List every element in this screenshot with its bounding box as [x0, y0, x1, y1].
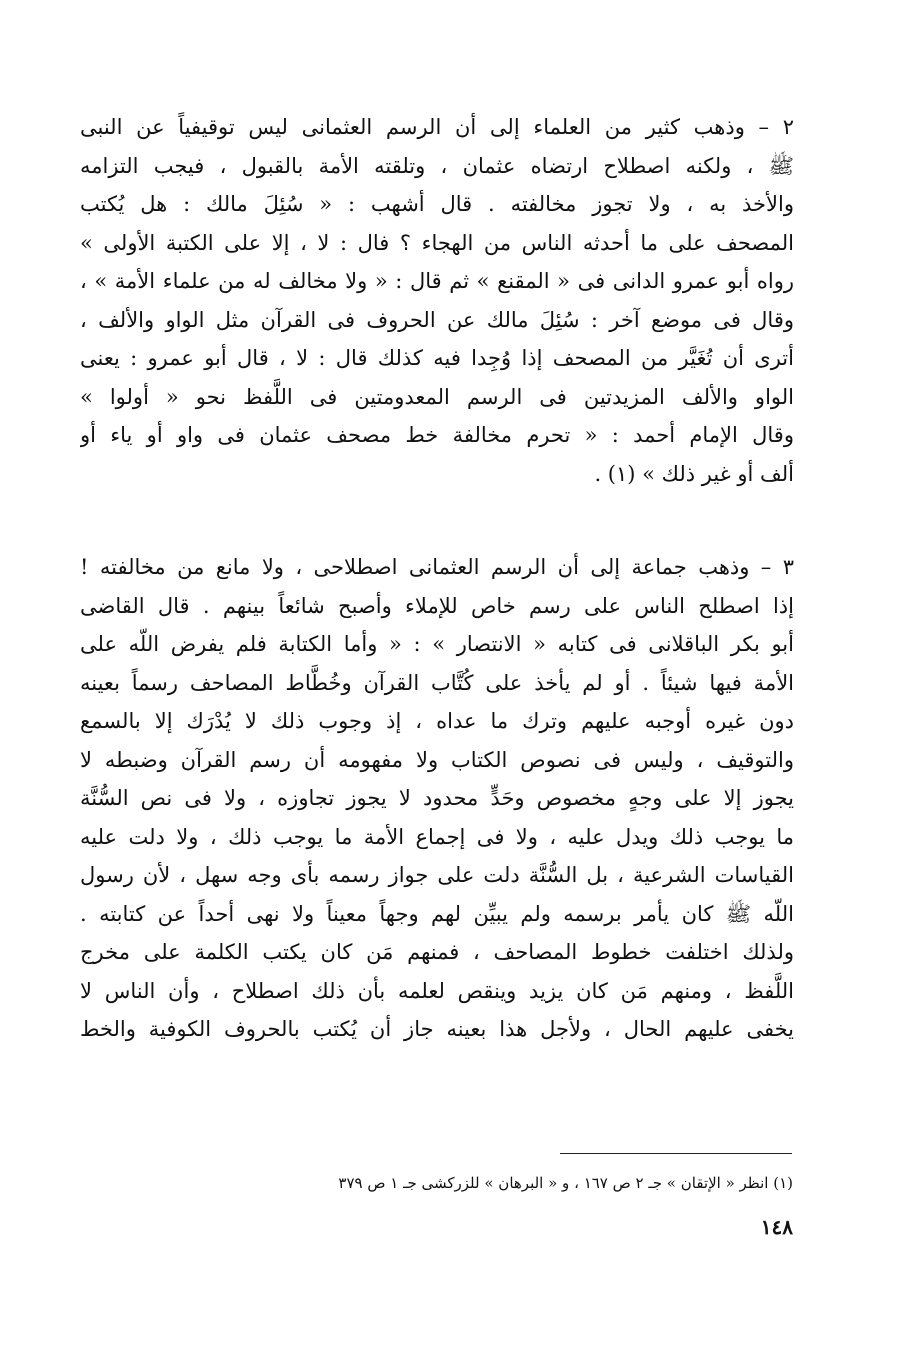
text-line: دون غيره أوجبه عليهم وترك ما عداه ، إذ وجوب ذلك لا يُدْرَك إلا بالسمع [80, 709, 794, 733]
paragraph-2 [80, 108, 794, 493]
text-line: ألف أو غير ذلك » (١) . [594, 461, 794, 486]
text-line: ما يوجب ذلك ويدل عليه ، ولا فى إجماع الأمة ما يوجب ذلك ، ولا دلت عليه [80, 824, 794, 849]
text-line: أبو بكر الباقلانى فى كتابه « الانتصار » : « وأما الكتابة فلم يفرض اللّه على [80, 632, 794, 656]
text-line: الواو والألف المزيدتين فى الرسم المعدومتين فى اللَّفظ نحو « أولوا » [80, 384, 794, 409]
paragraph-3 [80, 548, 794, 1049]
text-line: اللَّفظ ، ومنهم مَن كان يزيد وينقص لعلمه بأن ذلك اصطلاح ، وأن الناس لا [80, 978, 794, 1003]
text-line: اللّه ﷺ كان يأمر برسمه ولم يبيِّن لهم وجهاً معيناً ولا نهى أحداً عن كتابته . [80, 901, 794, 926]
footnote: (١) انظر « الإتقان » جـ ٢ ص ١٦٧ ، و « البرهان » للزركشى جـ ١ ص ٣٧٩ [338, 1174, 793, 1192]
text-line: وقال الإمام أحمد : « تحرم مخالفة خط مصحف عثمان فى واو أو ياء أو [80, 423, 794, 447]
footnote-divider [560, 1153, 792, 1154]
text-line: ﷺ ، ولكنه اصطلاح ارتضاه عثمان ، وتلقته الأمة بالقبول ، فيجب التزامه [80, 153, 794, 178]
text-line: وقال فى موضع آخر : سُئِلَ مالك عن الحروف فى القرآن مثل الواو والألف ، [80, 307, 794, 332]
text-line: والتوقيف ، وليس فى نصوص الكتاب ولا مفهومه أن رسم القرآن وضبطه لا [80, 747, 794, 772]
text-line: إذا اصطلح الناس على رسم خاص للإملاء وأصبح شائعاً بينهم . قال القاضى [80, 593, 794, 618]
text-line: يجوز إلا على وجهٍ مخصوص وحَدٍّ محدود لا يجوز تجاوزه ، ولا فى نص السُّنَّة [80, 786, 794, 810]
text-line: الأمة فيها شيئاً . أو لم يأخذ على كُتَّاب القرآن وخُطَّاط المصاحف رسماً بعينه [80, 670, 794, 695]
text-line: القياسات الشرعية ، بل السُّنَّة دلت على جواز رسمه بأى وجه سهل ، لأن رسول [80, 863, 794, 887]
page-number: ١٤٨ [760, 1215, 793, 1239]
text-line: والأخذ به ، ولا تجوز مخالفته . قال أشهب : « سُئِلَ مالك : هل يُكتب [80, 192, 794, 216]
text-line: ولذلك اختلفت خطوط المصاحف ، فمنهم مَن كان يكتب الكلمة على مخرج [80, 940, 794, 964]
text-line: المصحف على ما أحدثه الناس من الهجاء ؟ فال : لا ، إلا على الكتبة الأولى » [80, 230, 794, 255]
text-line: ٢ – وذهب كثير من العلماء إلى أن الرسم العثمانى ليس توقيفياً عن النبى [80, 115, 794, 139]
text-line: ٣ – وذهب جماعة إلى أن الرسم العثمانى اصطلاحى ، ولا مانع من مخالفته ! [80, 555, 794, 579]
text-line: يخفى عليهم الحال ، ولأجل هذا بعينه جاز أن يُكتب بالحروف الكوفية والخط [80, 1017, 794, 1041]
text-line: أترى أن تُغَيَّر من المصحف إذا وُجِدا فيه كذلك قال : لا ، قال أبو عمرو : يعنى [80, 346, 794, 370]
text-line: رواه أبو عمرو الدانى فى « المقنع » ثم قال : « ولا مخالف له من علماء الأمة » ، [80, 269, 794, 293]
